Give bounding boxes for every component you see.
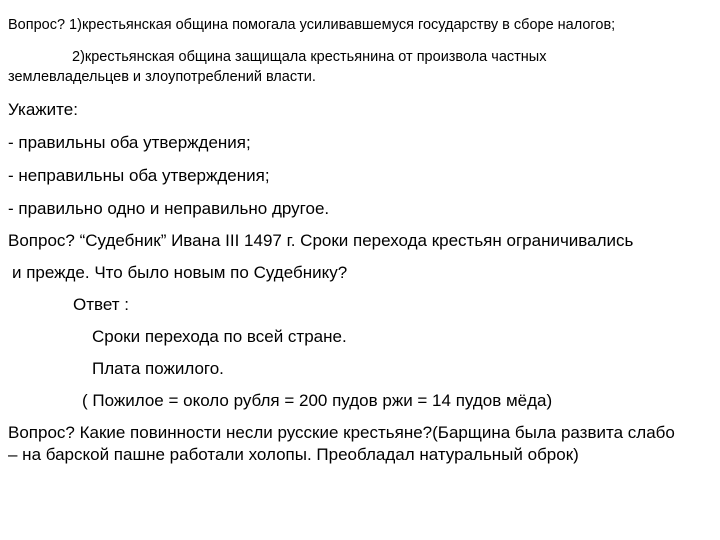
answer-label: Ответ : [73, 295, 129, 314]
question-3-line-2: – на барской пашне работали холопы. Преобладал натуральный оброк) [8, 445, 579, 464]
answer-line-1: Сроки перехода по всей стране. [92, 327, 347, 346]
option-1: - правильны оба утверждения; [8, 133, 251, 152]
option-3: - правильно одно и неправильно другое. [8, 199, 330, 218]
question-2-line-1: Вопрос? “Судебник” Ивана III 1497 г. Сроки перехода крестьян ограничивались [8, 231, 634, 250]
prompt-label: Укажите: [8, 100, 78, 119]
answer-note: ( Пожилое = около рубля = 200 пудов ржи = 14 пудов мёда) [82, 391, 553, 410]
question-1-line-1: Вопрос? 1)крестьянская община помогала усиливавшемуся государству в сборе налогов; [8, 17, 616, 33]
question-1-line-2: 2)крестьянская община защищала крестьянина от произвола частных [72, 49, 547, 65]
option-2: - неправильны оба утверждения; [8, 166, 270, 185]
question-2-line-2: и прежде. Что было новым по Судебнику? [12, 263, 348, 282]
answer-line-2: Плата пожилого. [92, 359, 224, 378]
question-3-line-1: Вопрос? Какие повинности несли русские крестьяне?(Барщина была развита слабо [8, 423, 675, 442]
question-1-line-3: землевладельцев и злоупотреблений власти. [8, 69, 316, 85]
